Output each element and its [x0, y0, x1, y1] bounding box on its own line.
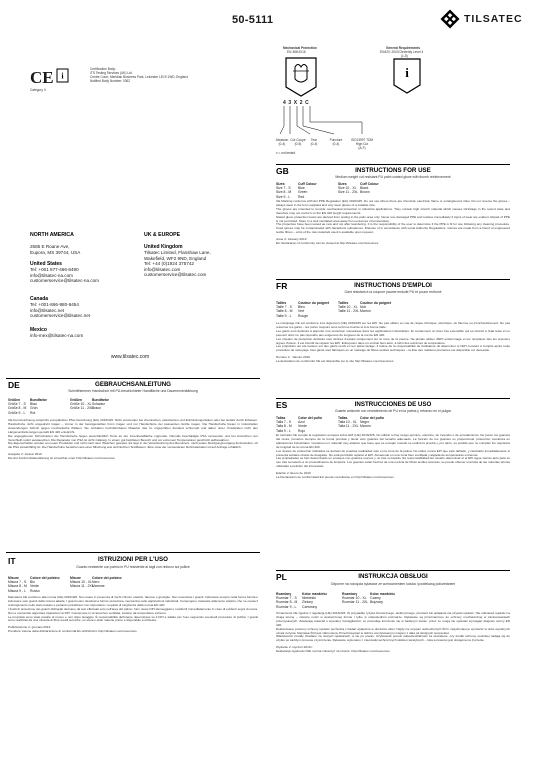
uk-title: United Kingdom: [144, 244, 183, 250]
de-h4: Bundfarbe: [92, 398, 109, 402]
cell: Rojo: [298, 428, 305, 433]
es-title: INSTRUCCIONES DE USO: [354, 401, 432, 408]
de-para-3: Die Eigenschaften wurden an neuen Produkten und nicht nach dem Waschen getestet. Es liegt in der Verantwortung des Benutzers, nach jedem Reinigungsvorgang festzustellen, ob die PSA einsatzfähig ist. Die Handschuhe bestehen aus einer Mischung aus technischen Textilfasern. Eine Liste der verwendeten Rohmaterialien ist auf Anfrage erhältlich.: [8, 441, 258, 450]
gb-h4: Cuff Colour: [360, 182, 379, 186]
cell: Bleu: [298, 305, 305, 310]
mechanical-protection-std: EN 388:2016: [287, 50, 306, 54]
gb-para-1: CE Marking conforms with EU PPE Regulation (EU) 2016/425. Do not use where there are chemical, electrical, flame or entanglement risks. Do not reverse the gloves – always wear in the form supplied and only wear gloves of a suitable size.: [276, 199, 510, 207]
cert-body: ITS Testing Services (UK) Ltd.: [90, 71, 133, 76]
fr-h3: Tailles: [338, 301, 349, 305]
es-subtitle: Guante anticorte con revestimiento de PU en la palma y refuerzo en el pulgar: [334, 409, 452, 413]
legend-abrasion-name: Abrasion: [275, 138, 289, 142]
de-issue: Ausgabe 2: Januar 2019: [8, 452, 42, 457]
fr-para-2: Les gants sont destinés à apporter une protection mécanique dans les applications industrielles. Ils contiennent un tissu très extensible qui se rétrécit à l'état testé et ne peuvent donc ne pas répondre aux exigences de longueur de la norme EN 420.: [276, 328, 510, 337]
it-size-table: [8, 576, 122, 593]
pl-issue: Wydanie 2: styczeń 2019 r.: [276, 645, 314, 650]
gb-size-table: [276, 182, 390, 199]
de-h2: Bundfarbe: [30, 398, 47, 402]
digit-puncture: 2: [299, 100, 306, 106]
pl-h4: Kolor mankietu: [370, 592, 395, 596]
pl-size-table: [276, 592, 400, 609]
de-size-table: [8, 398, 122, 415]
de-para-1: CE-Kennzeichnung entspricht europäischer PSA-Verordnung (EU) 2016/425. Nicht verwenden bei chemischen, elektrischen und Entzündungsrisiken oder bei Gefahr durch Erfassen. Handschuhe nicht umgedreht tragen – immer in der bereitgestellten Form tragen und nur Handschuhe der passenden Größe tragen. Die Handschuhe bieten in industriellen Anwendungen Schutz gegen mechanische Risiken. Sie enthalten hochdehnbares Material, das im ungeprüften Zustand schrumpft und daher unter Umständen nicht den Längenanforderungen gemäß EN 420 entspricht.: [8, 418, 258, 434]
legend-cut: [290, 138, 306, 146]
cell: Taille 7 - S: [276, 305, 292, 310]
it-h2: Colore del polsino: [30, 576, 60, 580]
cell: Misura 8 - M: [8, 584, 27, 589]
fr-h4: Couleur du poignet: [360, 301, 392, 305]
legend-puncture: [326, 138, 346, 146]
legend-puncture-range: (0-4): [332, 142, 340, 147]
pl-title: INSTRUKCJA OBSŁUGI: [358, 573, 428, 580]
cell: Größe 10 - XL: [70, 402, 92, 407]
cell: Braun: [92, 406, 102, 411]
ce-mark: CE: [30, 68, 54, 87]
cell: Size 8 - M: [276, 190, 292, 195]
brand-logo: [440, 8, 530, 30]
cell: Marron: [360, 309, 371, 314]
es-rule: [276, 398, 510, 399]
legend-abrasion: [274, 138, 290, 146]
uk-line-1: Tilsatec Limited, Flanshaw Lane,: [144, 250, 211, 255]
es-h1: Tallas: [276, 416, 286, 420]
cell: Brown: [360, 190, 370, 195]
ca-title: Canada: [30, 295, 49, 302]
cell: Verde: [298, 424, 307, 429]
pl-doc-link[interactable]: Deklaracja zgodności WE można zobaczyć na stronie: http://tilsatec.com/resources: [276, 649, 390, 654]
de-subtitle: Schnitthemmer Handschuh mit PU-beschichteter Handfläche und Daumenverstärkung: [68, 389, 198, 393]
cell: Verde: [30, 584, 39, 589]
svg-text:i: i: [405, 65, 409, 80]
es-h3: Tallas: [338, 416, 348, 420]
cell: Nero: [92, 580, 100, 585]
es-h2: Color del puño: [298, 416, 322, 420]
brand-name: TILSATEC: [464, 13, 523, 25]
cert-label: Certification Body:: [90, 67, 116, 71]
cell: Zielony: [302, 600, 313, 605]
legend-tear: [306, 138, 322, 146]
legend-tdm: [348, 138, 376, 150]
es-doc-link[interactable]: La Declaración de conformidad EU puede consultarse en http://tilsatec.com/resources: [276, 475, 394, 480]
es-body: [276, 434, 510, 480]
us-email-service[interactable]: customerservice@tilsatec-na.com: [30, 278, 99, 284]
cell: Taille 10 - XL: [338, 305, 358, 310]
de-para-2: Die angegebenen Schutzstufen der Handschuhe liegen ausschließlich Tests an der Innenhandfläche zugrunde. Niemals beschädigte PSA verwenden und bei Anzeichen von Verschleiß sofort austauschen. Die Reparatur von PSA ist nicht zulässig. In einem gut belüfteten Bereich und vor extremen Temperaturen geschützt aufbewahren.: [8, 433, 258, 442]
gb-title: INSTRUCTIONS FOR USE: [355, 167, 431, 174]
fr-para-1: Le marquage CE est conforme à la règlement (UE) 2016/425 sur les EPI. Ne pas utiliser en cas de risque chimique, électrique, de flamme ou d'enchevêtrement. Ne pas retourner les gants – les porter toujours sous la forme fournie et à la bonne taille.: [276, 321, 510, 329]
cell: Rozmiar 7 - S: [276, 596, 297, 601]
legend-tear-name: Tear: [310, 138, 318, 142]
it-rule: [6, 552, 260, 553]
cell: Rosso: [30, 588, 40, 593]
ca-contact: [30, 302, 150, 319]
uk-europe-title: UK & EUROPE: [144, 232, 181, 238]
cert-notified: Notified Body Number: 0362: [90, 79, 131, 84]
cell: Taille 8 - M: [276, 309, 293, 314]
cell: Blau: [30, 402, 37, 407]
pl-para-1: Oznaczenie CE zgodne z regulacją (UE) 2016/425. W przypadku ryzyka chemicznego, elektrycznego, płomieni lub splątania nie używać rękawic. Nie odwracać rękawic na drugą stronę – zawsze nosić w dostarczonej formie i tylko w odpowiednim rozmiarze. Rękawice są przeznaczone do ochrony mechanicznej w zastosowaniach przemysłowych. Zawierają materiał o wysokiej rozciągliwości, co powoduje kurczenie się w badanym stanie, przez co mogą nie spełniać wymagań długości normy EN 420.: [276, 611, 510, 627]
uk-contact: [144, 250, 264, 278]
cell: Size 7 - S: [276, 186, 291, 191]
glove-info-icon: [56, 68, 69, 83]
de-code: DE: [8, 380, 20, 390]
fr-h1: Tailles: [276, 301, 287, 305]
gb-subtitle: Medium weight cut resistant PU palm coated glove with thumb reinforcement: [335, 175, 451, 179]
product-code: 50-5111: [232, 14, 274, 26]
digit-leader-lines: [270, 106, 390, 142]
us-phone: Tel: +001 877-466-8490: [30, 267, 79, 273]
it-h4: Colore del polsino: [92, 576, 122, 580]
uk-europe-block: [144, 232, 264, 278]
na-title: NORTH AMERICA: [30, 232, 74, 238]
de-rule: [6, 378, 260, 379]
es-para-3: Las propiedades se han determinado en ensayos con guantes nuevos y no tras su lavado. Es responsabilidad del usuario determinar si el EPI sigue siendo apto para su uso tras someterlo a un procedimiento de limpieza. Los guantes están hechos de una mezcla de fibras textiles técnicas; se puede obtener una lista de las materias primas utilizadas a petición del interesado.: [276, 456, 510, 469]
gb-para-3: Stated glove protection levels are derived from testing in the palm area only. Never use damaged PPE and replace immediately if signs of wear are evident. Repair of PPE is not permitted. Store in a well ventilated area away from extremes of temperature.: [276, 214, 510, 223]
table-row: [276, 314, 390, 318]
de-h1: Größen: [8, 398, 21, 402]
cell: Blu: [30, 580, 35, 585]
na-address: [30, 244, 150, 255]
cell: Niebieski: [302, 596, 316, 601]
cell: Size 9 - L: [276, 194, 291, 199]
de-title: GEBRAUCHSANLEITUNG: [95, 381, 171, 388]
cell: Talla 8 - M: [276, 424, 292, 429]
pl-body: [276, 612, 510, 654]
cell: Rouge: [298, 313, 308, 318]
digit-abrasion: 4: [283, 100, 289, 106]
uk-phone: Tel: +44 (0)1924 375742: [144, 261, 194, 267]
pl-rule: [276, 570, 510, 571]
cell: Größe 9 - L: [8, 410, 26, 415]
cell: Misura 7 - S: [8, 580, 27, 585]
cell: Misura 10 - XL: [70, 580, 93, 585]
mx-title: Mexico: [30, 326, 47, 333]
ca-email-info[interactable]: info@tilsatec.net: [30, 307, 65, 313]
it-code: IT: [8, 556, 16, 566]
cell: Black: [360, 186, 369, 191]
uk-line-2: Wakefield, WF2 9ND, England: [144, 255, 207, 261]
fr-doc-link[interactable]: La déclaration de conformité CE est disponible sur le site http://tilsatec.com/resources: [276, 359, 394, 364]
cell: Rozmiar 8 - M: [276, 600, 298, 605]
mechanical-protection-title: Mechanical Protection: [283, 46, 317, 50]
digit-tear: X: [293, 100, 300, 106]
cell: Marrón: [360, 424, 371, 429]
de-doc-link[interactable]: Die EU-Konformitätserklärung ist einsehbar unter http://tilsatec.com/resources: [8, 456, 115, 461]
it-h3: Misure: [70, 576, 81, 580]
fr-code: FR: [276, 281, 288, 291]
cell: Marrone: [92, 584, 105, 589]
it-para-2: I livelli di protezione dei guanti dichiarati derivano da test effettuati solo nell'area del palmo. Non usare DPI danneggiati e sostituirli immediatamente in caso di evidenti segni di usura. Non è consentito apportare riparazioni ai DPI. Conservare in un'area ben ventilata, lontano da temperature estreme.: [8, 606, 258, 615]
de-body: [8, 419, 258, 461]
gb-issue: Issue 2: January 2019: [276, 237, 307, 242]
fr-size-table: [276, 301, 390, 318]
cell: Rot: [30, 410, 36, 415]
cell: Noir: [360, 305, 367, 310]
it-title: ISTRUZIONI PER L'USO: [98, 556, 168, 563]
cell: Vert: [298, 309, 305, 314]
cell: Taille 9 - L: [276, 313, 292, 318]
cell: Talla 7 - S: [276, 420, 292, 425]
es-para-2: Los niveles de protección indicados se derivan de pruebas realizadas solo en la zona de la palma. No utilice nunca EPI que esté dañado, y cambiarlo inmediatamente si presenta señales obvias de desgaste. No está permitido reparar el EPI. Almacenar en una zona bien ventilada y alejada de temperaturas extremas.: [276, 448, 510, 457]
mx-email[interactable]: info-mex@tilsatec-na.com: [30, 332, 84, 338]
mx-contact: [30, 333, 150, 339]
fr-para-3: Les niveaux de protection déclarés sont dérivés d'essais uniquement sur la zone de la paume. Ne jamais utiliser d'EPI endommagé et les remplacer dès les premiers signes d'usure. Il est interdit de réparer les EPI. Entreposer dans un endroit bien aéré, à l'abri des extrêmes de température.: [276, 336, 510, 345]
gb-body: [276, 200, 510, 246]
pl-para-3: Właściwości zostały zbadane na nowych rękawicach, a nie po praniu. Użytkownik ponosi odpowiedzialność za określenie, czy środki ochrony osobistej nadają się do użytku po każdym procesie czyszczenia. Rękawice wykonano z mieszanki technicznych włókien tekstylnych – lista surowców jest dostępna na życzenie.: [276, 634, 510, 643]
es-para-1: El marcado CE cumple la regulación europea sobre EPI (UE) 2016/425. No utilizar si hay riesgo químico, eléctrico, de incendio o de enredamiento. No poner los guantes del revés; ponerlos siempre de la forma provista y llevar solo guantes del tamaño adecuado. La función de los guantes es proporcionar protección mecánica en aplicaciones industriales. Contienen un material muy elástico que hace que se encojan cuando se realiza la prueba y, por tanto, es posible que no cumplan los requisitos de longitud de la norma EN 420.: [276, 433, 510, 449]
es-code: ES: [276, 400, 288, 410]
digit-cut: 3: [288, 100, 294, 106]
it-para-3: Le proprietà sono state testate al nuovo e non dopo lavaggio. È responsabilità dell'utente determinare se il DPI è adatto per l'uso seguendo eventuali procedure di pulizia. I guanti sono realizzati da una miscela di fibre tessili tecniche: un elenco delle materie prime è disponibile a richiesta.: [8, 614, 258, 623]
ca-phone: Tel: +001-866-980-9454: [30, 301, 79, 307]
cell: Größe 11 - 2XL: [70, 406, 94, 411]
cell: Negro: [360, 420, 370, 425]
cell: Red: [298, 194, 305, 199]
category-label: Category II: [30, 88, 46, 92]
cell: Misura 11 - 2XL: [70, 584, 94, 589]
general-req-title: General Requirements: [386, 46, 421, 50]
pl-h3: Rozmiary: [342, 592, 358, 596]
cell: Talla 9 - L: [276, 428, 291, 433]
table-row: [8, 589, 122, 593]
us-title: United States: [30, 261, 62, 268]
digit-tdm: C: [305, 100, 312, 106]
table-row: [276, 605, 400, 609]
not-tested-note: x = not tested: [276, 151, 296, 155]
cell: Größe 7 - S: [8, 402, 26, 407]
cell: Size 11 - 2XL: [338, 190, 359, 195]
it-issue: Pubblicazione 2: gennaio 2019: [8, 625, 51, 630]
fr-para-4: Les propriétés ont été testées sur des gants neufs et non après lavage. Il relève de la responsabilité de l'utilisateur de déterminer si l'EPI convient à l'emploi après toute procédure de nettoyage. Des gants sont fabriqués en un mélange de fibres textiles techniques – la liste des matières premières est disponible sur demande.: [276, 344, 510, 353]
table-row: [8, 411, 122, 415]
cell: Schwarz: [92, 402, 106, 407]
gb-h3: Sizes: [338, 182, 347, 186]
cell: Green: [298, 190, 308, 195]
uk-email-service[interactable]: customerservice@tilsatec.com: [144, 272, 207, 278]
cell: Rozmiar 11 - 2XL: [342, 600, 369, 605]
certification-block: [90, 67, 240, 83]
us-email-info[interactable]: info@tilsatec-na.com: [30, 272, 73, 278]
pl-h2: Kolor mankietu: [302, 592, 327, 596]
fr-h2: Couleur du poignet: [298, 301, 330, 305]
legend-cut-name: Cut Coupe: [290, 138, 306, 142]
pl-subtitle: Odporne na rozcięcia rękawice ze wzmocnieniem kciuka i powlekaną poliuretanem: [330, 582, 456, 586]
en388-pictogram-icon: [284, 57, 318, 97]
cell: Czerwony: [302, 604, 318, 609]
gb-para-2: The gloves are intended to provide mechanical protection in industrial applications. They contain high stretch material which causes shrinkage in the tested state and therefore may not conform to the EN 420 length requirements.: [276, 206, 510, 215]
legend-tdm-name: ISO13997 TDM High Cut: [350, 138, 374, 147]
tilsatec-logo-icon: [440, 9, 460, 29]
us-contact: [30, 267, 150, 284]
cell: Brązowy: [370, 600, 384, 605]
cell: Blue: [298, 186, 305, 191]
gb-rule: [276, 164, 510, 165]
na-line-1: 2585 E Roane Ave,: [30, 244, 70, 249]
fr-rule: [276, 279, 510, 280]
es-issue: Edición 2: Enero de 2019: [276, 471, 311, 476]
de-h3: Größen: [70, 398, 83, 402]
cell: Taille 11 - 2XL: [338, 309, 360, 314]
legend-tdm-range: (A-F): [358, 146, 366, 151]
pl-code: PL: [276, 572, 287, 582]
it-h1: Misure: [8, 576, 19, 580]
legend-puncture-name: Puncture: [329, 138, 343, 142]
cell: Rozmiar 10 - XL: [342, 596, 367, 601]
general-req-std: EN420: 2003 Dexterity Level 4: [380, 50, 424, 54]
north-america-block: [30, 232, 150, 338]
na-line-2: Eupora, MS 39744, USA: [30, 249, 81, 255]
cell: Size 10 - XL: [338, 186, 357, 191]
cell: Grün: [30, 406, 38, 411]
cell: Rozmiar 9 - L: [276, 604, 297, 609]
fr-body: [276, 322, 510, 364]
legend-tear-range: (0-4): [310, 142, 318, 147]
cell: Czarny: [370, 596, 381, 601]
cell: Talla 11 - 2XL: [338, 424, 359, 429]
en420-pictogram-icon: [392, 58, 422, 94]
fr-title: INSTRUCTIONS D'EMPLOI: [354, 282, 432, 289]
it-body: [8, 596, 258, 634]
pl-h1: Rozmiary: [276, 592, 292, 596]
fr-subtitle: Gant résistant à la coupure paume enduite PU et pouce renforcé: [344, 290, 442, 294]
cell: Azul: [298, 420, 305, 425]
uk-email-info[interactable]: info@tilsatec.com: [144, 266, 181, 272]
es-h4: Color del puño: [360, 416, 384, 420]
gb-h2: Cuff Colour: [298, 182, 317, 186]
cert-address: Centre Court, Meridian Business Park, Leicester LE19 1WD, England: [90, 75, 188, 80]
cell: Misura 9 - L: [8, 588, 26, 593]
pl-para-2: Deklarowane poziomy ochrony rękawic pochodzą z badań wyłącznie w obszarze dłoni. Nigdy nie używać uszkodzonych ŚOI i natychmiast je wymienić w razie wyraźnych oznak zużycia. Naprawa ŚOI jest zabroniona. Przechowywać w dobrze wentylowanym miejscu z dala od skrajnych temperatur.: [276, 626, 510, 635]
website-link[interactable]: www.tilsatec.com: [110, 354, 150, 360]
it-para-1: Marcatura CE conforme alla norma (UE) 2016/425. Non usare in presenza di rischi chimici, elettrici, fiamme o groviglio. Non rovesciare i guanti. Indossare sempre nella forma fornita e indossare solo guanti della misura adatta. I guanti sono destinati a fornire protezione meccanica nelle applicazioni industriali. Contengono materiale altamente elastico che ne causa il restringimento nello stato testato e pertanto potrebbero non rispondere i requisiti di lunghezza della norma EN 420.: [8, 595, 259, 607]
legend-abrasion-range: (0-4): [278, 142, 286, 147]
svg-text:i: i: [61, 71, 64, 81]
gb-para-4: The properties have been tested as new and not after laundering. It is the responsibility of the user to determine if the PPE is fit for use following any cleaning procedure. Used gloves may be contaminated with hazardous substances. Dispose of in accordance with Local Authority Regulations. Gloves are made from a blend of engineered textile fibres – a list of the raw materials used is available upon request.: [276, 222, 510, 235]
fr-issue: Numéro 2 : Janvier 2019: [276, 355, 310, 360]
it-doc-link[interactable]: Prendere visione della dichiarazione di conformità EU all'indirizzo http://tilsatec.com/resources: [8, 629, 137, 634]
legend-cut-range: (0-5): [294, 142, 302, 147]
gb-h1: Sizes: [276, 182, 285, 186]
es-size-table: [276, 416, 390, 433]
gb-doc-link[interactable]: EU declaration of conformity can be viewed at http://tilsatec.com/resources: [276, 241, 379, 246]
cell: Talla 10 - XL: [338, 420, 357, 425]
it-subtitle: Guanto resistente con palmo in PU resistente ai tagli con rinforzo sul pollice: [76, 565, 190, 569]
general-req-std2: (1-5): [401, 54, 408, 58]
ca-email-service[interactable]: customerservice@tilsatec.net: [30, 313, 91, 319]
cell: Größe 8 - M: [8, 406, 27, 411]
gb-code: GB: [276, 166, 289, 176]
